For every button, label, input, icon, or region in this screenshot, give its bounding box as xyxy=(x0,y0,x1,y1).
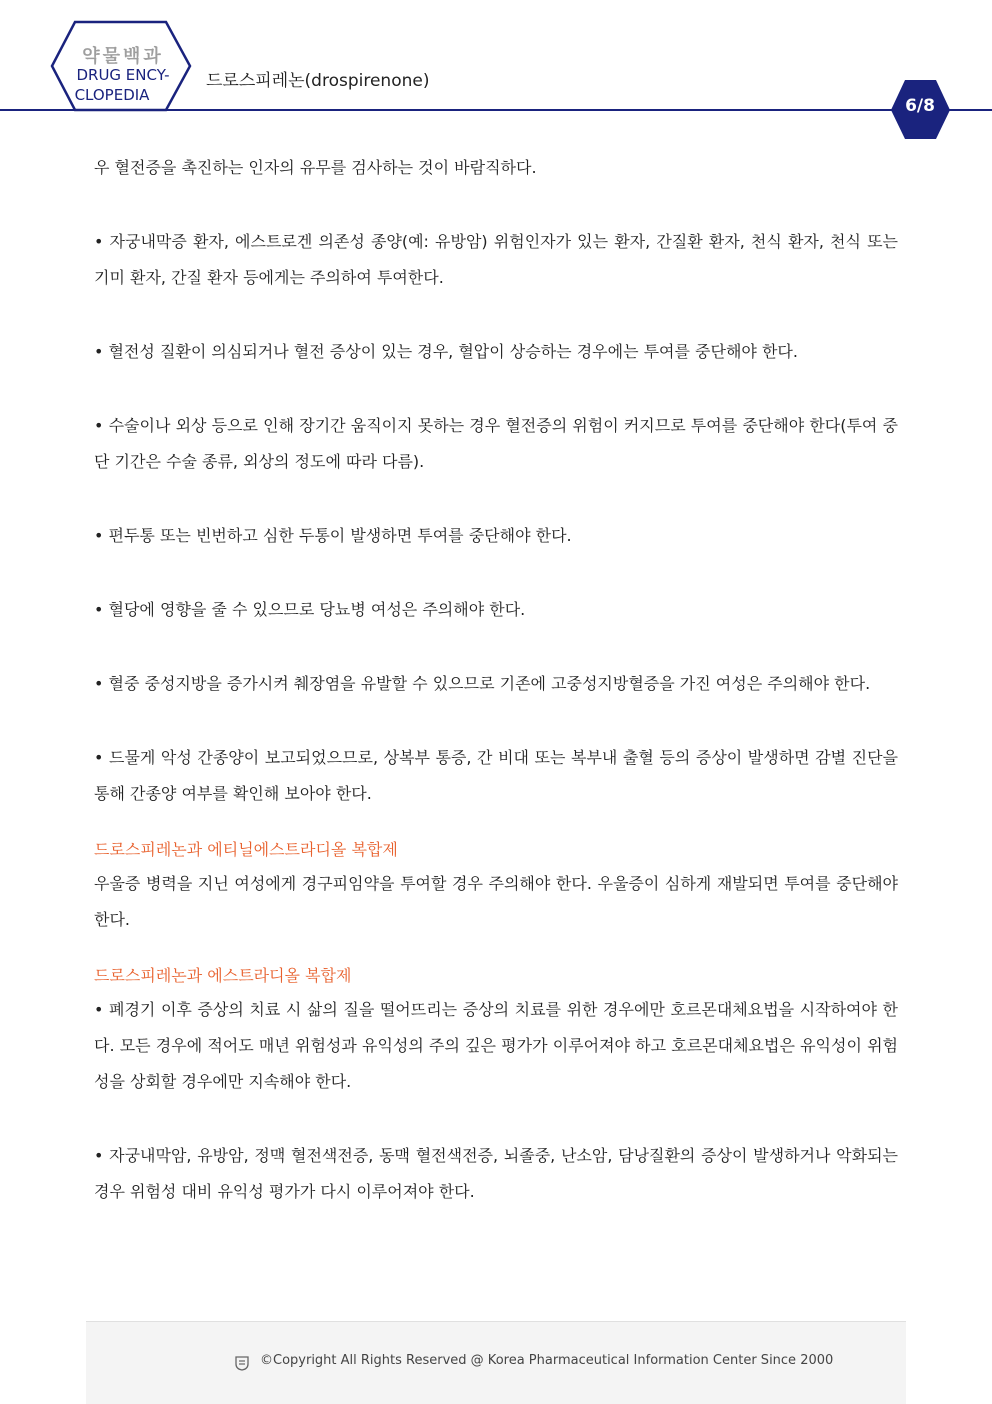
page-number: 6/8 xyxy=(905,96,935,116)
bullet-paragraph: • 드물게 악성 간종양이 보고되었으므로, 상복부 통증, 간 비대 또는 복부내 출혈 등의 증상이 발생하면 감별 진단을 통해 간종양 여부를 확인해 보아야 한다. xyxy=(94,748,898,803)
section-heading: 드로스피레논과 에티닐에스트라디올 복합제 xyxy=(94,840,398,859)
bullet-paragraph: • 자궁내막증 환자, 에스트로겐 의존성 종양(예: 유방암) 위험인자가 있는 환자, 간질환 환자, 천식 환자, 천식 또는 기미 환자, 간질 환자 등에게는 주의하여 투여한다. xyxy=(94,232,898,287)
logo-korean: 약물백과 xyxy=(82,46,164,67)
section-heading: 드로스피레논과 에스트라디올 복합제 xyxy=(94,966,352,985)
paragraph: 우울증 병력을 지닌 여성에게 경구피임약을 투여할 경우 주의해야 한다. 우울증이 심하게 재발되면 투여를 중단해야 한다. xyxy=(94,874,898,929)
bullet-paragraph: • 편두통 또는 빈번하고 심한 두통이 발생하면 투여를 중단해야 한다. xyxy=(94,526,572,545)
document-body xyxy=(94,150,898,1210)
paragraph: 우 혈전증을 촉진하는 인자의 유무를 검사하는 것이 바람직하다. xyxy=(94,158,537,177)
copyright-text: ©Copyright All Rights Reserved @ Korea Pharmaceutical Information Center Since 2000 xyxy=(260,1353,834,1368)
document-title: 드로스피레논(drospirenone) xyxy=(206,71,430,91)
shield-icon xyxy=(234,1355,250,1371)
bullet-paragraph: • 혈전성 질환이 의심되거나 혈전 증상이 있는 경우, 혈압이 상승하는 경우에는 투여를 중단해야 한다. xyxy=(94,342,798,361)
page-footer xyxy=(86,1321,906,1404)
logo-english-line1: DRUG ENCY- xyxy=(76,66,170,84)
bullet-paragraph: • 폐경기 이후 증상의 치료 시 삶의 질을 떨어뜨리는 증상의 치료를 위한 경우에만 호르몬대체요법을 시작하여야 한다. 모든 경우에 적어도 매년 위험성과 유익성의 주의 깊은 평가가 이루어져야 하고 호르몬대체요법은 유익성이 위험성을 상회할 경우에만 지속해야 한다. xyxy=(94,1000,898,1091)
bullet-paragraph: • 혈중 중성지방을 증가시켜 췌장염을 유발할 수 있으므로 기존에 고중성지방혈증을 가진 여성은 주의해야 한다. xyxy=(94,674,871,693)
logo-english-line2: CLOPEDIA xyxy=(74,86,150,104)
bullet-paragraph: • 자궁내막암, 유방암, 정맥 혈전색전증, 동맥 혈전색전증, 뇌졸중, 난소암, 담낭질환의 증상이 발생하거나 악화되는 경우 위험성 대비 유익성 평가가 다시 이루어져야 한다. xyxy=(94,1146,898,1201)
bullet-paragraph: • 혈당에 영향을 줄 수 있으므로 당뇨병 여성은 주의해야 한다. xyxy=(94,600,526,619)
page-header xyxy=(0,0,992,140)
bullet-paragraph: • 수술이나 외상 등으로 인해 장기간 움직이지 못하는 경우 혈전증의 위험이 커지므로 투여를 중단해야 한다(투여 중단 기간은 수술 종류, 외상의 정도에 따라 다름). xyxy=(94,416,898,471)
